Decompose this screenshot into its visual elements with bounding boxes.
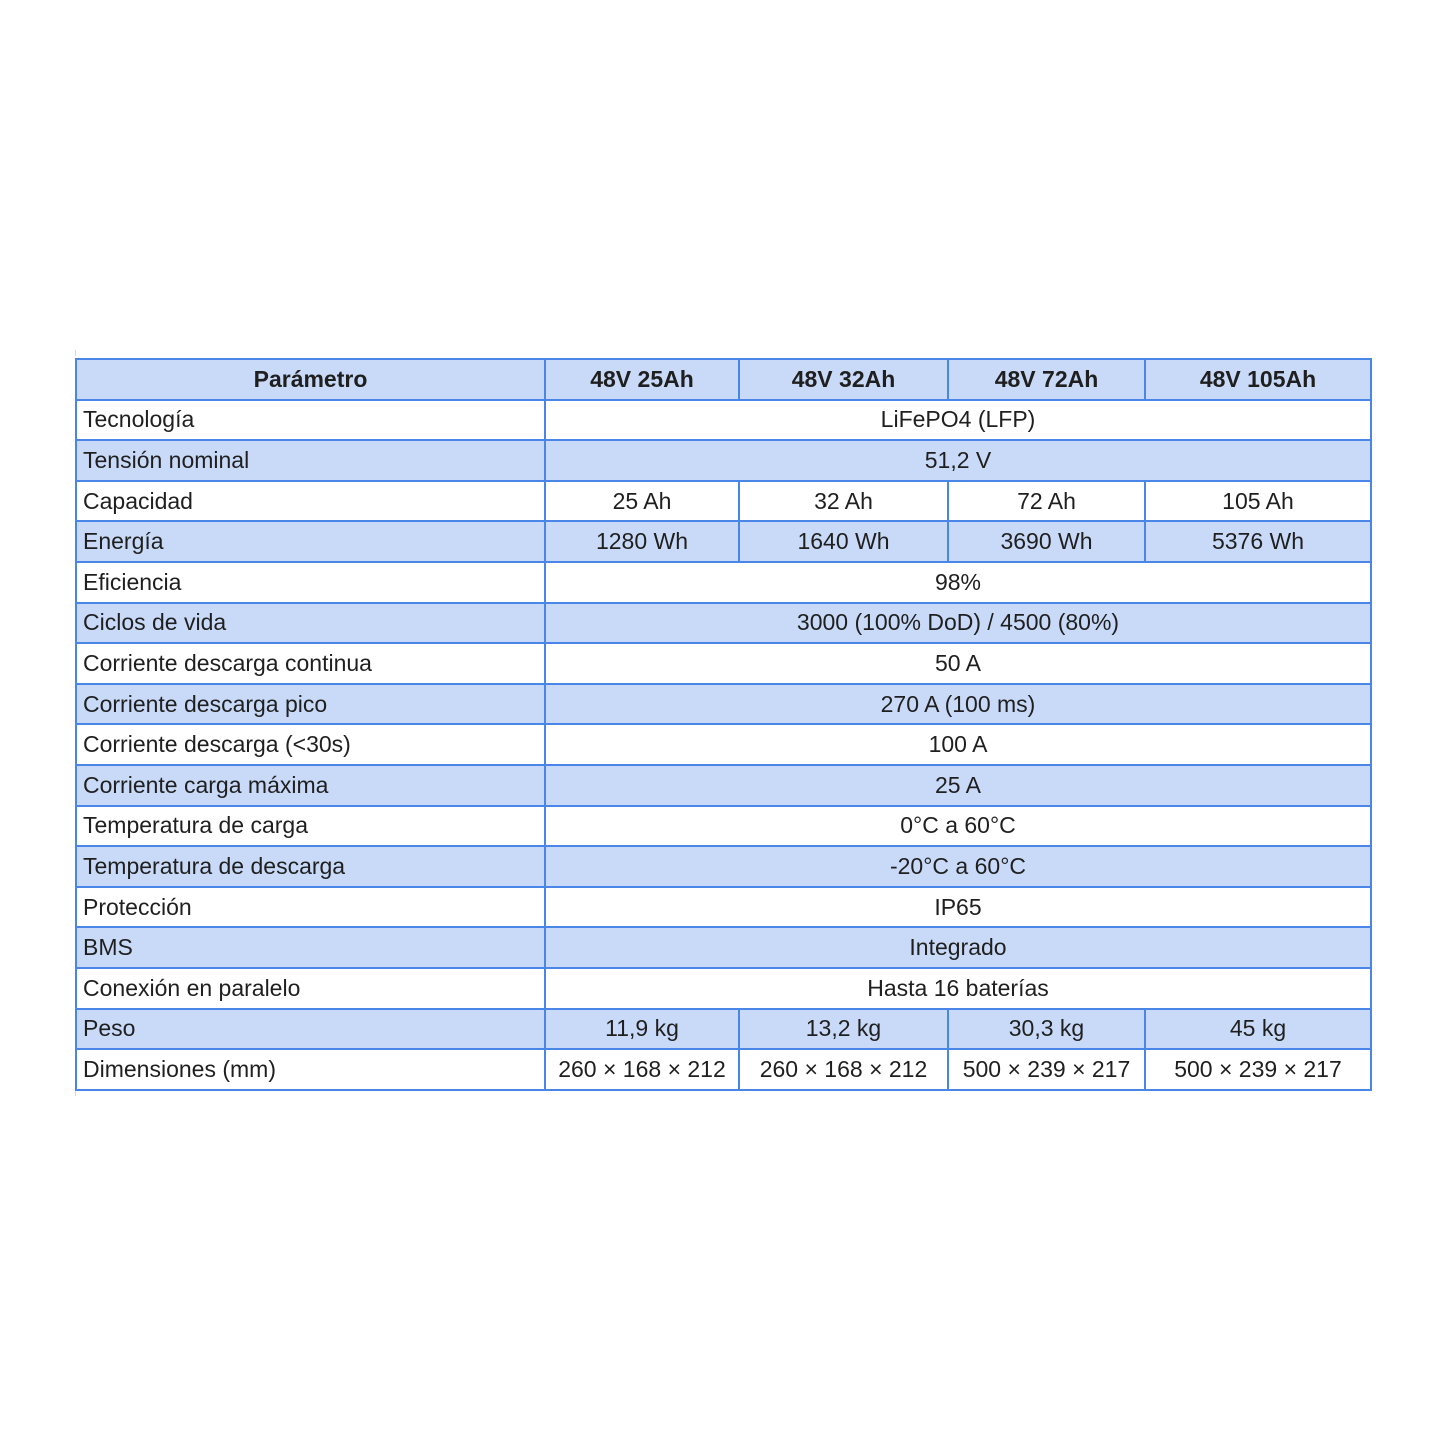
table-row (76, 724, 1371, 765)
battery-spec-table (75, 358, 1372, 1091)
table-row (76, 684, 1371, 725)
value-cell: Hasta 16 baterías (545, 968, 1371, 1009)
table-row (76, 1049, 1371, 1090)
table-row (76, 400, 1371, 441)
value-cell: 500 × 239 × 217 (948, 1049, 1145, 1090)
value-cell: 25 A (545, 765, 1371, 806)
value-cell: 500 × 239 × 217 (1145, 1049, 1371, 1090)
value-cell: 1640 Wh (739, 521, 948, 562)
param-cell: Capacidad (76, 481, 545, 522)
param-cell: Corriente descarga continua (76, 643, 545, 684)
table-row (76, 521, 1371, 562)
table-body (76, 400, 1371, 1090)
param-cell: Protección (76, 887, 545, 928)
value-cell: -20°C a 60°C (545, 846, 1371, 887)
value-cell: 11,9 kg (545, 1009, 739, 1050)
table-row (76, 1009, 1371, 1050)
value-cell: 0°C a 60°C (545, 806, 1371, 847)
param-cell: Eficiencia (76, 562, 545, 603)
value-cell: 51,2 V (545, 440, 1371, 481)
value-cell: 32 Ah (739, 481, 948, 522)
value-cell: 13,2 kg (739, 1009, 948, 1050)
header-model-25ah: 48V 25Ah (545, 359, 739, 400)
param-cell: Dimensiones (mm) (76, 1049, 545, 1090)
value-cell: 100 A (545, 724, 1371, 765)
header-model-32ah: 48V 32Ah (739, 359, 948, 400)
param-cell: Energía (76, 521, 545, 562)
value-cell: IP65 (545, 887, 1371, 928)
param-cell: Ciclos de vida (76, 603, 545, 644)
value-cell: 3000 (100% DoD) / 4500 (80%) (545, 603, 1371, 644)
value-cell: 260 × 168 × 212 (739, 1049, 948, 1090)
value-cell: Integrado (545, 927, 1371, 968)
table-row (76, 806, 1371, 847)
value-cell: 270 A (100 ms) (545, 684, 1371, 725)
value-cell: 1280 Wh (545, 521, 739, 562)
table-row (76, 562, 1371, 603)
table-row (76, 440, 1371, 481)
param-cell: Peso (76, 1009, 545, 1050)
table-row (76, 481, 1371, 522)
table-row (76, 927, 1371, 968)
param-cell: Tecnología (76, 400, 545, 441)
header-model-72ah: 48V 72Ah (948, 359, 1145, 400)
value-cell: 260 × 168 × 212 (545, 1049, 739, 1090)
value-cell: 5376 Wh (1145, 521, 1371, 562)
value-cell: 50 A (545, 643, 1371, 684)
param-cell: Temperatura de carga (76, 806, 545, 847)
table-row (76, 603, 1371, 644)
value-cell: 30,3 kg (948, 1009, 1145, 1050)
value-cell: 25 Ah (545, 481, 739, 522)
value-cell: 105 Ah (1145, 481, 1371, 522)
header-row (76, 359, 1371, 400)
value-cell: LiFePO4 (LFP) (545, 400, 1371, 441)
param-cell: Tensión nominal (76, 440, 545, 481)
header-model-105ah: 48V 105Ah (1145, 359, 1371, 400)
table-row (76, 887, 1371, 928)
gridline-bottom (75, 1090, 1371, 1096)
param-cell: Conexión en paralelo (76, 968, 545, 1009)
value-cell: 98% (545, 562, 1371, 603)
param-cell: Corriente carga máxima (76, 765, 545, 806)
table-row (76, 968, 1371, 1009)
value-cell: 45 kg (1145, 1009, 1371, 1050)
gridline-top (75, 350, 1371, 356)
value-cell: 72 Ah (948, 481, 1145, 522)
param-cell: Temperatura de descarga (76, 846, 545, 887)
param-cell: Corriente descarga (<30s) (76, 724, 545, 765)
spec-table-container (75, 358, 1370, 1091)
value-cell: 3690 Wh (948, 521, 1145, 562)
param-cell: BMS (76, 927, 545, 968)
table-row (76, 846, 1371, 887)
table-row (76, 643, 1371, 684)
table-row (76, 765, 1371, 806)
param-cell: Corriente descarga pico (76, 684, 545, 725)
header-parameter: Parámetro (76, 359, 545, 400)
